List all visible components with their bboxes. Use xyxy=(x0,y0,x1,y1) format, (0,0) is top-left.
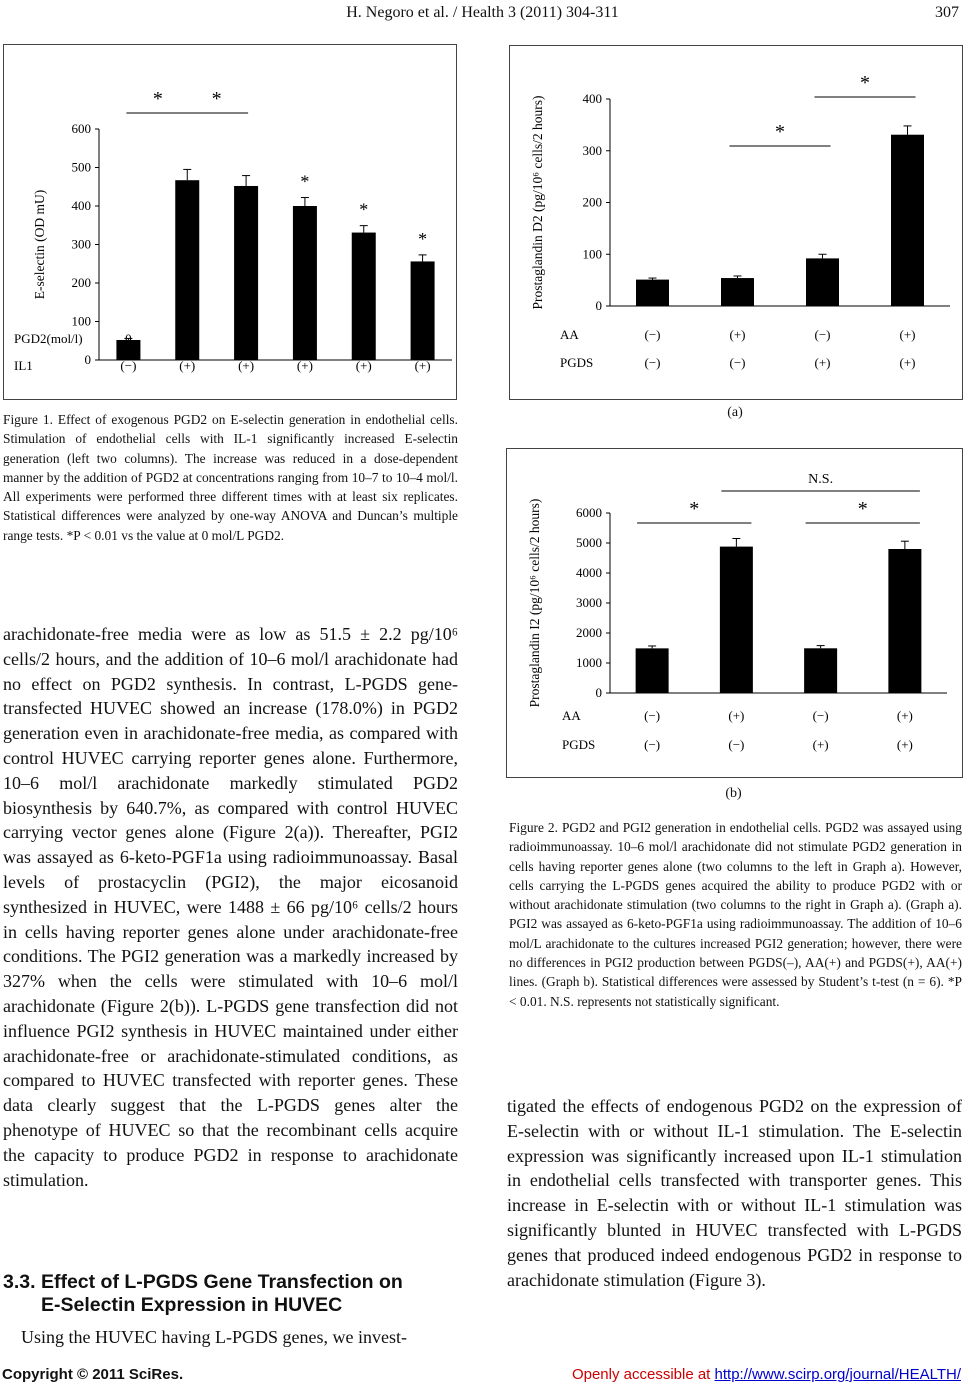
y-axis-label: Prostaglandin D2 (pg/10⁶ cells/2 hours) xyxy=(530,95,545,310)
significance-label: * xyxy=(775,121,785,143)
row-label: AA xyxy=(562,708,581,723)
category-label: $10^{-7}$ xyxy=(294,330,316,346)
significance-mark: * xyxy=(300,171,310,192)
body-text-right: tigated the effects of endogenous PGD2 on the expression of E-selectin with or without IL-1 stimulation. The E-selectin expression was significantly increased upon IL-1 stimulation in endothelial cells transfected with transporter genes. This increase in E-selectin with or without IL-1 stimulation was significantly blunted in HUVEC transfected with L-PGDS genes that produced indeed endogenous PGD2 in response to arachidonate stimulation (Figure 3). xyxy=(507,1096,962,1290)
y-tick-label: 100 xyxy=(582,246,602,262)
row-label: PGD2(mol/l) xyxy=(14,331,83,346)
y-tick-label: 200 xyxy=(582,194,602,210)
category-label: (−) xyxy=(814,327,831,342)
section-title-line1: Effect of L-PGDS Gene Transfection on xyxy=(40,1271,403,1293)
category-label: (+) xyxy=(355,358,372,373)
significance-mark: * xyxy=(418,228,428,249)
open-access-line xyxy=(572,1366,961,1383)
y-tick-label: 3000 xyxy=(576,595,602,610)
significance-label: * xyxy=(689,498,700,520)
figure2b-chart xyxy=(506,448,963,778)
copyright: Copyright © 2011 SciRes. xyxy=(2,1366,184,1383)
figure2b-svg xyxy=(507,449,962,777)
y-tick-label: 0 xyxy=(84,352,91,367)
category-label: 0 xyxy=(125,331,132,346)
figure1-caption: Figure 1. Effect of exogenous PGD2 on E-selectin generation in endothelial cells. Stimulation of endothelial cells with IL-1 significantly increased E-selectin generation (left two columns). The increase was reduced in a dose-dependent manner by the addition of PGD2 at concentrations ranging from 10–7 to 10–4 mol/l. All experiments were performed three different times with at least six replicates. Statistical differences were analyzed by one-way ANOVA and Duncan’s multiple range tests. *P < 0.01 vs the value at 0 mol/L PGD2. xyxy=(3,412,458,543)
significance-label: * xyxy=(860,72,870,94)
category-label: (−) xyxy=(644,737,661,752)
row-label: AA xyxy=(560,327,579,342)
y-tick-label: 5000 xyxy=(576,535,602,550)
figure2-caption: Figure 2. PGD2 and PGI2 generation in endothelial cells. PGD2 was assayed using radioimmunoassay. 10–6 mol/l arachidonate did not stimulate PGD2 generation in cells having reporter genes alone (two columns to the left in Graph a). However, cells carrying the L-PGDS genes acquired the ability to produce PGD2 with or without arachidonate stimulation (two columns to the right in Graph a). (Graph a). PGI2 was assayed as 6-keto-PGF1a using radioimmunoassay. The addition of 10–6 mol/L arachidonate to the cultures increased PGI2 generation; however, there were no differences in PGI2 production between PGDS(–), AA(+) and PGDS(+), AA(+) lines. (Graph b). Statistical differences were assessed by Student’s t-test (n = 6). *P < 0.01. N.S. represents not statistically significant. xyxy=(509,820,962,1009)
figure2a-chart xyxy=(509,45,963,400)
category-label: (−) xyxy=(644,327,661,342)
y-tick-label: 1000 xyxy=(576,655,602,670)
page-number: 307 xyxy=(935,4,959,21)
y-tick-label: 500 xyxy=(71,159,91,175)
section-heading xyxy=(3,1271,463,1317)
category-label: (+) xyxy=(899,355,916,370)
y-tick-label: 6000 xyxy=(576,505,602,520)
category-label: 0 xyxy=(184,331,191,346)
category-label: $10^{-7}$ xyxy=(235,330,257,346)
bar xyxy=(721,278,754,306)
y-tick-label: 400 xyxy=(71,198,91,213)
category-label: (+) xyxy=(812,737,829,752)
category-label: $10^{-7}$ xyxy=(353,330,374,346)
category-label: (+) xyxy=(179,358,196,373)
category-label: (+) xyxy=(414,358,431,373)
y-tick-label: 200 xyxy=(71,275,91,290)
y-tick-label: 300 xyxy=(71,236,91,252)
y-tick-label: 300 xyxy=(582,142,602,158)
body-text-left: arachidonate-free media were as low as 51.5 ± 2.2 pg/10⁶ cells/2 hours, and the addition of 10–6 mol/l arachidonate had no effect on PGD2 synthesis. In contrast, L-PGDS gene-transfected HUVEC showed an increase (178.0%) in PGD2 generation even in arachidonate-free media, as compared with control HUVEC carrying reporter genes alone. Furthermore, 10–6 mol/l arachidonate markedly stimulated PGD2 biosynthesis by 640.7%, as compared with control HUVEC carrying vector genes alone (Figure 2(a)). Thereafter, PGI2 was assayed as 6-keto-PGF1a using radioimmunoassay. Basal levels of prostacyclin (PGI2), the major eicosanoid synthesized in HUVEC, were 1488 ± 66 pg/10⁶ cells/2 hours in cells having reporter genes alone under arachidonate-free conditions. The PGI2 generation was a markedly increased by 327% when the cells were stimulated with 10–6 mol/l arachidonate (Figure 2(b)). L-PGDS gene transfection did not influence PGI2 synthesis in HUVEC maintained under either arachidonate-free or arachidonate-stimulated conditions, as compared to HUVEC transfected with reporter genes. These data clearly suggest that the L-PGDS genes alter the phenotype of HUVEC so that the recombinant cells acquire the capacity to produce PGD2 in response to arachidonate stimulation. xyxy=(3,624,458,1190)
figure1-svg xyxy=(4,45,456,399)
significance-label: * xyxy=(152,88,163,110)
category-label: (+) xyxy=(729,327,746,342)
category-label: (+) xyxy=(728,708,745,723)
significance-label: N.S. xyxy=(808,472,834,487)
y-tick-label: 4000 xyxy=(576,565,602,580)
category-label: (+) xyxy=(896,708,913,723)
section-number: 3.3. xyxy=(3,1271,36,1293)
bar xyxy=(888,549,921,693)
bar xyxy=(720,547,753,693)
category-label: (−) xyxy=(729,355,746,370)
section-text: Using the HUVEC having L-PGDS genes, we invest- xyxy=(21,1327,407,1347)
running-head: H. Negoro et al. / Health 3 (2011) 304-311 xyxy=(346,4,619,21)
figure2b-label: (b) xyxy=(725,786,742,801)
y-tick-label: 2000 xyxy=(576,625,602,640)
category-label: (−) xyxy=(644,708,661,723)
bar xyxy=(804,648,837,693)
category-label: (−) xyxy=(644,355,661,370)
y-tick-label: 600 xyxy=(71,121,91,136)
category-label: (+) xyxy=(238,358,255,373)
figure2a-svg xyxy=(510,46,962,399)
journal-link[interactable]: http://www.scirp.org/journal/HEALTH/ xyxy=(714,1366,961,1383)
category-label: $10^{-7}$ xyxy=(412,330,433,346)
y-axis-label: Prostaglandin I2 (pg/10⁶ cells/2 hours) xyxy=(527,498,542,708)
bar xyxy=(636,280,669,306)
figure1-chart xyxy=(3,44,457,400)
y-tick-label: 0 xyxy=(595,298,602,313)
row-label: IL1 xyxy=(14,358,33,373)
category-label: (+) xyxy=(296,358,313,373)
category-label: (+) xyxy=(814,355,831,370)
bar xyxy=(636,648,669,693)
significance-mark: * xyxy=(359,199,369,220)
category-label: (+) xyxy=(896,737,913,752)
row-label: PGDS xyxy=(562,737,596,752)
bar xyxy=(806,258,839,306)
significance-label: * xyxy=(211,88,222,110)
figure2a-label: (a) xyxy=(727,405,743,420)
y-axis-label: E-selectin (OD mU) xyxy=(32,189,47,300)
category-label: (−) xyxy=(812,708,829,723)
y-tick-label: 400 xyxy=(582,91,602,106)
category-label: (−) xyxy=(728,737,745,752)
access-text: Openly accessible at xyxy=(571,1366,715,1383)
y-tick-label: 0 xyxy=(595,685,602,700)
row-label: PGDS xyxy=(560,355,594,370)
category-label: (−) xyxy=(120,358,137,373)
category-label: (+) xyxy=(899,327,916,342)
section-title-line2: E-Selectin Expression in HUVEC xyxy=(41,1294,343,1316)
bar xyxy=(891,135,924,306)
y-tick-label: 100 xyxy=(71,313,91,329)
significance-label: * xyxy=(857,498,868,520)
